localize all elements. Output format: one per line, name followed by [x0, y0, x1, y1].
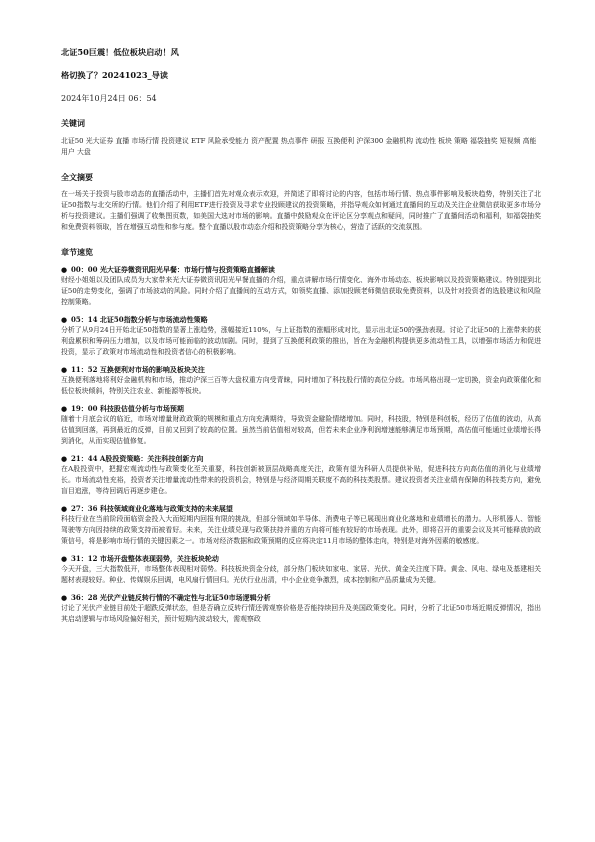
document-title-line-2: 格切换了？20241023_导读	[61, 70, 168, 80]
chapter-title: 36：28 光伏产业链反转行情的不确定性与北证50市场逻辑分析	[71, 593, 271, 602]
bullet-icon: ●	[61, 404, 68, 413]
keywords-text: 北证50 光大证券 直播 市场行情 投资建议 ETF 风险承受能力 资产配置 热点事件 研报 互换便利 沪深300 金融机构 流动性 板块 策略 福袋抽奖 短视频 高能用户 大盘	[61, 137, 537, 156]
document-datetime: 2024年10月24日 06：54	[61, 94, 157, 103]
bullet-icon: ●	[61, 365, 68, 374]
chapter-body: 在A股投资中，把握宏观流动性与政策变化至关重要，科技创新被顶层战略高度关注，政策有望为科研人员提供补贴，促进科技方向高估值的消化与业绩增长。市场流动性充裕，投资者关注增量流动性带来的投资机会，特别是与经济周期关联度不高的科技类股票。建议投资者关注业绩有保障的科技类方向，避免盲目追涨，等待回调后再逐步建仓。	[61, 465, 541, 495]
keywords-heading: 关键词	[61, 118, 85, 128]
chapter-title: 31：12 市场开盘整体表现弱势，关注板块轮动	[71, 554, 219, 563]
chapter-item	[61, 264, 541, 308]
chapter-item	[61, 403, 541, 447]
bullet-icon: ●	[61, 315, 68, 324]
chapter-item	[61, 314, 541, 358]
chapter-title: 21：44 A股投资策略：关注科技创新方向	[71, 454, 204, 463]
chapter-title: 27：36 科技领域商业化落地与政策支持的未来展望	[71, 504, 233, 513]
summary-text: 在一场关于投资与股市动态的直播活动中，主播们首先对观众表示欢迎，并简述了即将讨论的内容，包括市场行情、热点事件影响及板块趋势，特别关注了北证50指数与北交所的行情。他们介绍了利用ETF进行投资及寻求专业投顾建议的投资策略，并指导观众如何通过直播间的互动及关注企业微信获取更多市场分析与投资建议。主播们强调了收集图页数，如美国大选对市场的影响。直播中鼓励观众在评论区分享观点和疑问，同时推广了直播间活动和福利，如福袋抽奖和免费资料领取，旨在增强互动性和参与度。整个直播以股市动态介绍和投资策略分享为核心，营造了活跃的交流氛围。	[61, 190, 541, 231]
chapter-body: 分析了从9月24日开始北证50指数的显著上涨趋势，涨幅接近110%，与上证指数的涨幅形成对比，显示出北证50的强劲表现。讨论了北证50的上涨带来的获利盘累积和筹码压力增加，以及市场可能面临的波动加剧。同时，提到了互换便利政策的推出，旨在为金融机构提供更多流动性工具，以增强市场活力和促进投资，显示了政策对市场流动性和投资者信心的积极影响。	[61, 326, 541, 356]
bullet-icon: ●	[61, 454, 68, 463]
bullet-icon: ●	[61, 504, 68, 513]
chapter-item	[61, 453, 541, 497]
chapter-item	[61, 553, 541, 586]
bullet-icon: ●	[61, 593, 68, 602]
chapter-title: 00：00 光大证券微资讯阳光早餐：市场行情与投资策略直播解读	[71, 265, 275, 274]
chapter-body: 互换便利落地将利好金融机构和市场，推动沪深三百等大盘权重方向受青睐，同时增加了科技股行情的高位分歧。市场风格出现一定切换，资金向政策催化和低位板块倾斜，特别关注农业、新能源等板块。	[61, 376, 541, 395]
chapter-body: 随着十月底会议的临近，市场对增量财政政策的规模和重点方向充满期待，导致资金避险情绪增加。同时，科技股，特别是科创板，经历了估值的波动，从高估值到回落，再到最近的反弹，目前又回到了较高的位置。虽然当前估值相对较高，但若未来企业净利润增速能够满足市场预期，高估值可能通过业绩增长得到消化，从而实现估值修复。	[61, 415, 541, 445]
chapter-item	[61, 503, 541, 547]
bullet-icon: ●	[61, 554, 68, 563]
document-page	[61, 36, 541, 625]
chapters-heading: 章节速览	[61, 247, 93, 257]
chapter-item	[61, 364, 541, 397]
document-title-line-1: 北证50巨震！低位板块启动！风	[61, 47, 179, 57]
chapter-title: 05：14 北证50指数分析与市场流动性策略	[71, 315, 208, 324]
summary-heading: 全文摘要	[61, 172, 93, 182]
chapter-body: 今天开盘，三大指数低开，市场整体表现相对弱势。科技板块资金分歧，部分热门板块如家电、家居、光伏、黄金关注度下降。黄金、风电、绿电及基建相关题材表现较好。种业、传媒娱乐回调，电风扇行情回归。光伏行业出清，中小企业竞争激烈，成本控制和产品质量成为关键。	[61, 565, 541, 584]
chapter-title: 19：00 科技股估值分析与市场预期	[71, 404, 184, 413]
bullet-icon: ●	[61, 265, 68, 274]
chapter-item	[61, 592, 541, 625]
chapter-body: 财经小姐姐以及团队成员为大家带来光大证券微资讯阳光早餐直播的介绍，重点讲解市场行情变化、海外市场动态、板块影响以及投资策略建议。特别提到北证50的走势变化，强调了市场波动的风险。同时介绍了直播间的互动方式，如领奖直播、添加投顾老师微信获取免费资料，以及针对投资者的选股建议和风险控制策略。	[61, 276, 541, 306]
chapter-body: 科技行业在当前阶段面临资金投入大而短期内回报有限的挑战，但部分领域如半导体、消费电子等已展现出商业化落地和业绩增长的潜力。人形机器人、智能驾驶等方向因持续的政策支持而被看好。未来，关注业绩兑现与政策扶持并重的方向将可能有较好的市场表现。此外，即将召开的重要会议及其可能释放的政策信号，将是影响市场行情的关键因素之一。市场对经济数据和政策预期的反应将决定11月市场的整体走向，特别是对海外因素的敏感度。	[61, 515, 541, 545]
chapter-body: 讨论了光伏产业链目前处于超跌反弹状态，但是否确立反转行情还需观察价格是否能持续回升及美国政策变化。同时，分析了北证50市场近期反弹情况，指出其启动逻辑与市场风险偏好相关，预计短期内波动较大，需观察政	[61, 604, 541, 623]
chapter-title: 11：52 互换便利对市场的影响及板块关注	[71, 365, 205, 374]
